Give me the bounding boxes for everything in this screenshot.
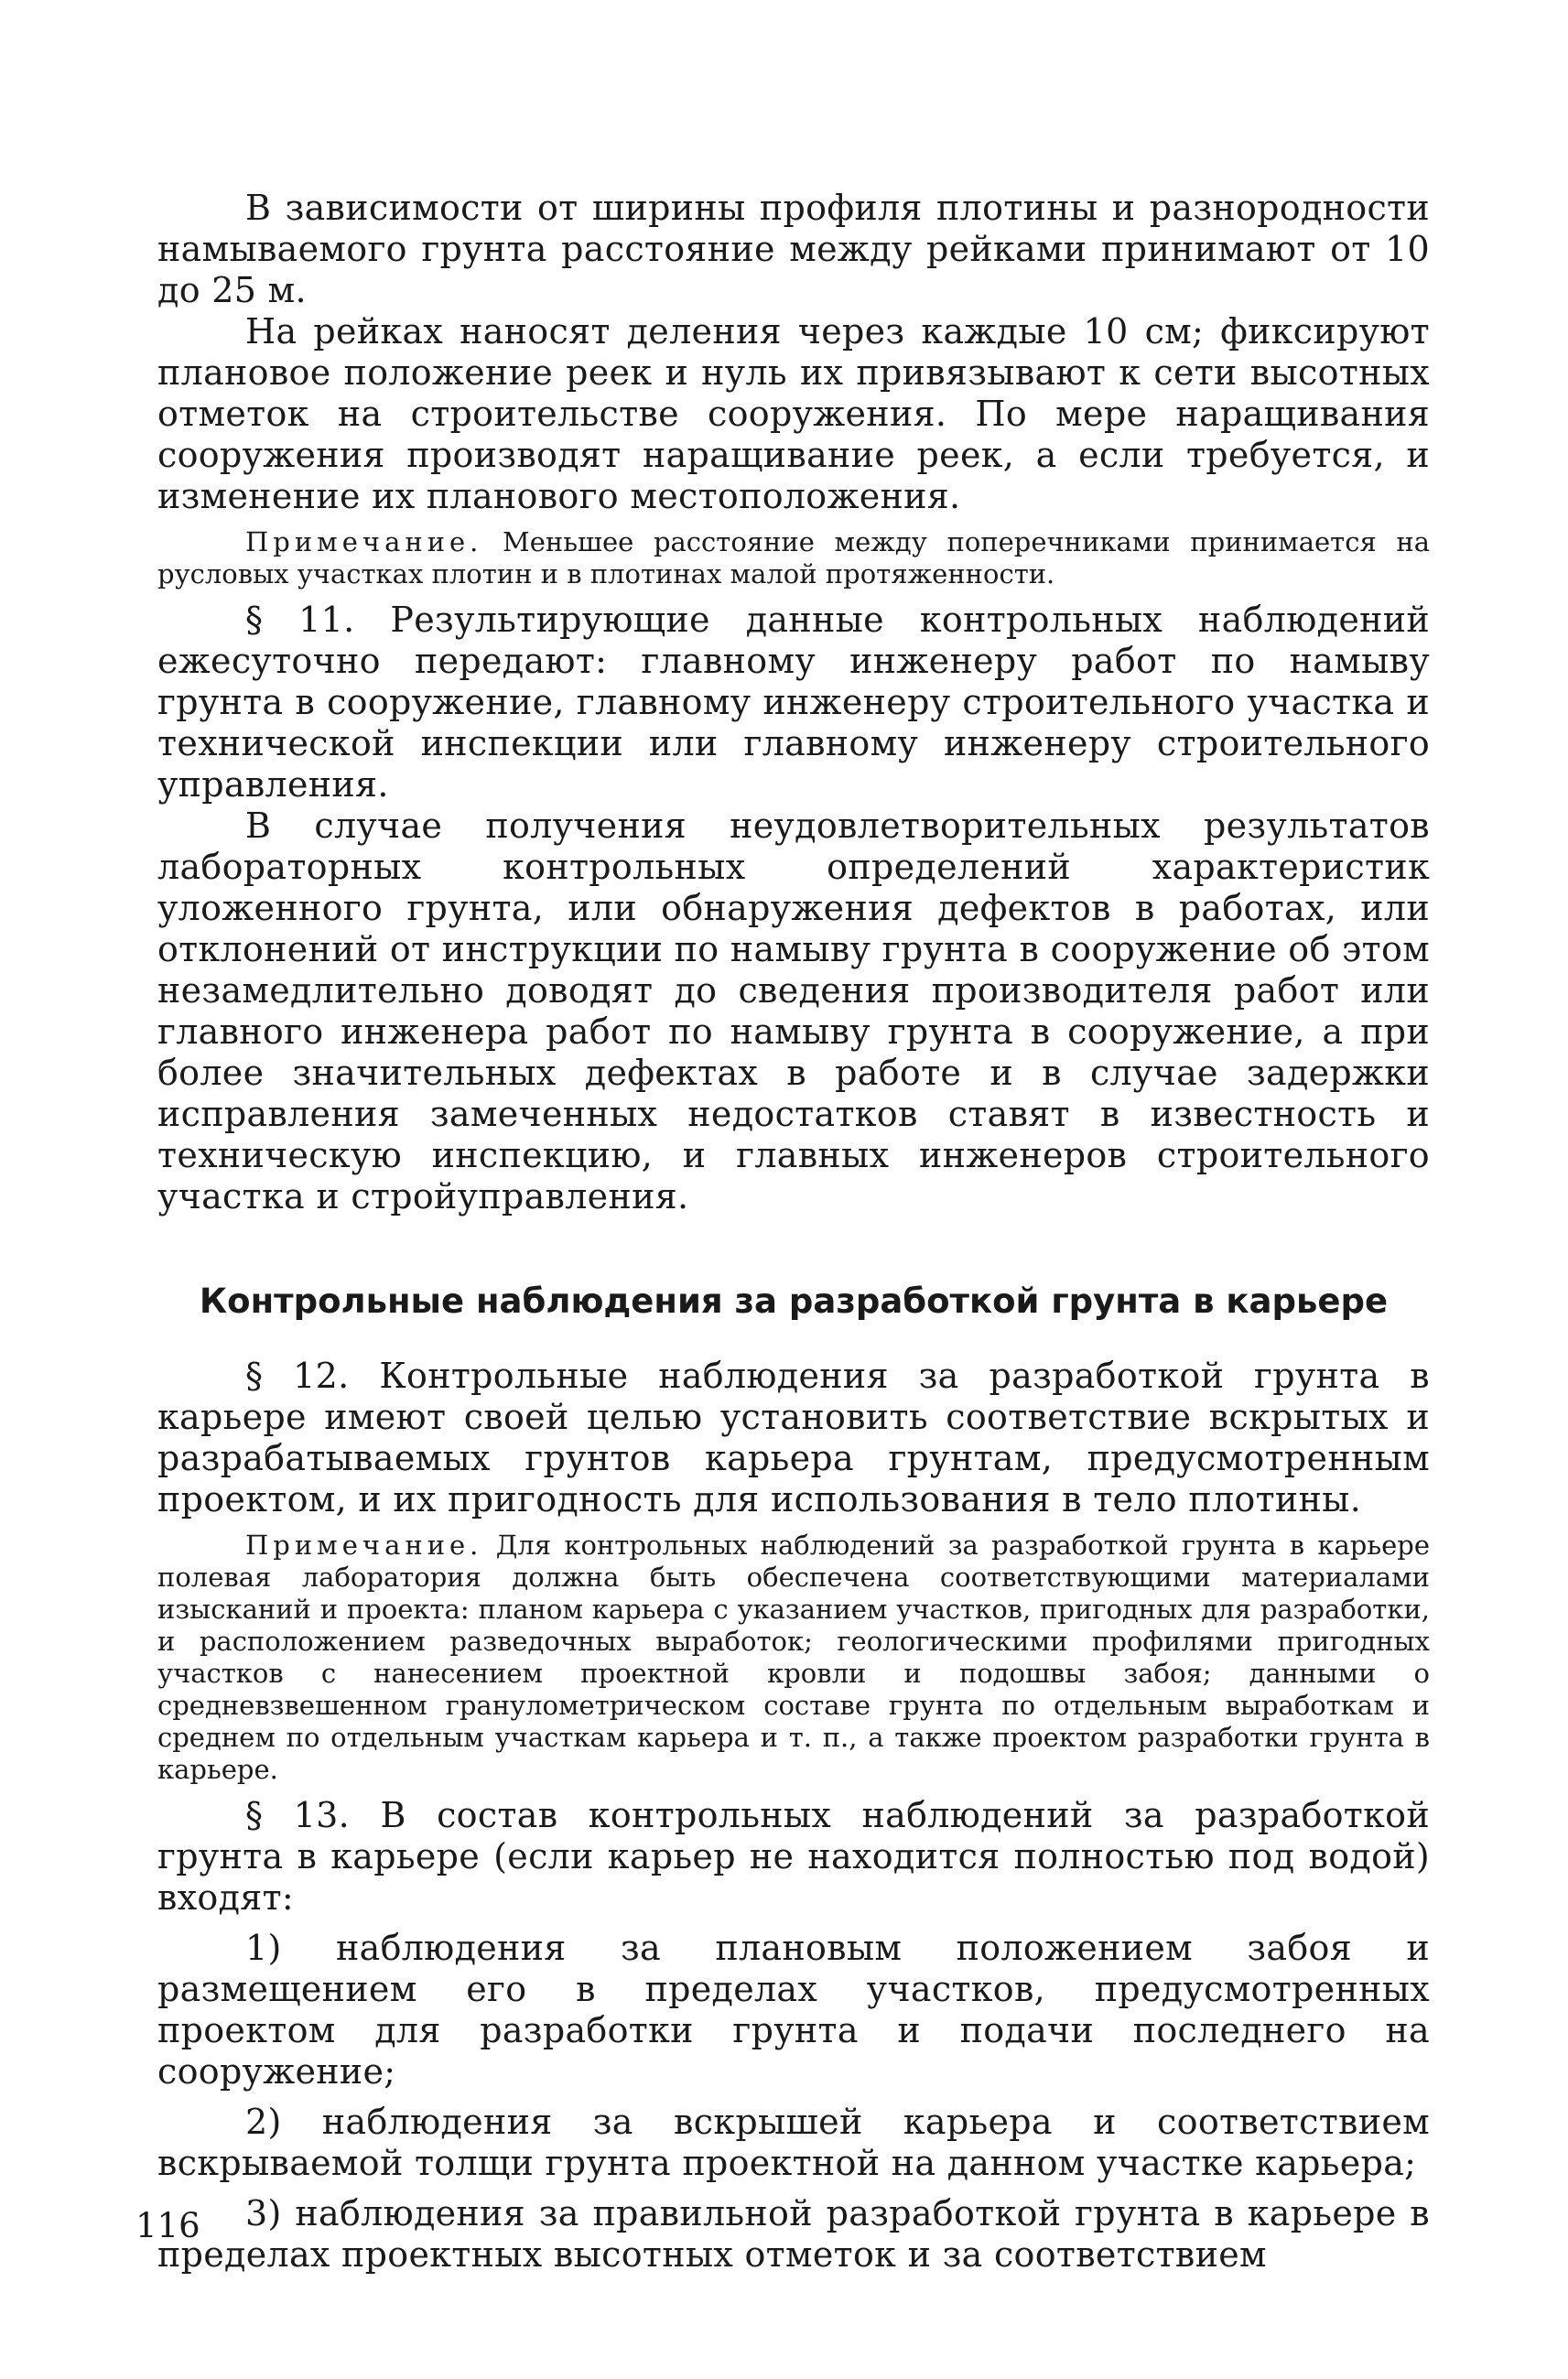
page-number: 116 bbox=[135, 2206, 200, 2245]
document-page bbox=[157, 188, 1430, 2276]
note-field-laboratory bbox=[157, 1530, 1430, 1786]
note-text: Для контрольных наблюдений за разработкой грунта в карьере полевая лаборатория должна быть обеспечена соответствующими материалами изысканий и проекта: планом карьера с указанием участков, пригодных для разработки, и расположением разведочных выработок; геологическими профилями пригодных участков с нанесением проектной кровли и подошвы забоя; данными о средневзвешенном гранулометрическом составе грунта по отдельным выработкам и среднем по отдельным участкам карьера и т. п., а также проектом разработки грунта в карьере. bbox=[157, 1530, 1430, 1785]
list-item: 2) наблюдения за вскрышей карьера и соответствием вскрываемой толщи грунта проектной на данном участке карьера; bbox=[157, 2102, 1430, 2183]
note-text: Меньшее расстояние между поперечниками принимается на русловых участках плотин и в плотинах малой протяженности. bbox=[157, 526, 1430, 589]
note-cross-sections bbox=[157, 526, 1430, 590]
list-item: 1) наблюдения за плановым положением забоя и размещением его в пределах участков, предусмотренных проектом для разработки грунта и подачи последнего на сооружение; bbox=[157, 1928, 1430, 2092]
paragraph-section-13: § 13. В состав контрольных наблюдений за разработкой грунта в карьере (если карьер не находится полностью под водой) входят: bbox=[157, 1795, 1430, 1918]
note-label: Примечание. bbox=[245, 526, 483, 557]
paragraph-defects: В случае получения неудовлетворительных результатов лабораторных контрольных определений характеристик уложенного грунта, или обнаружения дефектов в работах, или отклонений от инструкции по намыву грунта в сооружение об этом незамедлительно доводят до сведения производителя работ или главного инженера работ по намыву грунта в сооружение, а при более значительных дефектах в работе и в случае задержки исправления замеченных недостатков ставят в известность и техническую инспекцию, и главных инженеров строительного участка и стройуправления. bbox=[157, 806, 1430, 1217]
note-label: Примечание. bbox=[245, 1530, 483, 1561]
paragraph-reiki-marks: На рейках наносят деления через каждые 10 см; фиксируют плановое положение реек и нуль их привязывают к сети высотных отметок на строительстве сооружения. По мере наращивания сооружения производят наращивание реек, а если требуется, и изменение их планового местоположения. bbox=[157, 311, 1430, 516]
paragraph-section-12: § 12. Контрольные наблюдения за разработкой грунта в карьере имеют своей целью установить соответствие вскрытых и разрабатываемых грунтов карьера грунтам, предусмотренным проектом, и их пригодность для использования в тело плотины. bbox=[157, 1356, 1430, 1519]
section-heading: Контрольные наблюдения за разработкой грунта в карьере bbox=[199, 1281, 1389, 1321]
paragraph-section-11: § 11. Результирующие данные контрольных наблюдений ежесуточно передают: главному инженеру работ по намыву грунта в сооружение, главному инженеру строительного участка и технической инспекции или главному инженеру строительного управления. bbox=[157, 600, 1430, 805]
paragraph-reiki-distance: В зависимости от ширины профиля плотины и разнородности намываемого грунта расстояние между рейками принимают от 10 до 25 м. bbox=[157, 188, 1430, 310]
list-item: 3) наблюдения за правильной разработкой грунта в карьере в пределах проектных высотных отметок и за соответствием bbox=[157, 2193, 1430, 2275]
